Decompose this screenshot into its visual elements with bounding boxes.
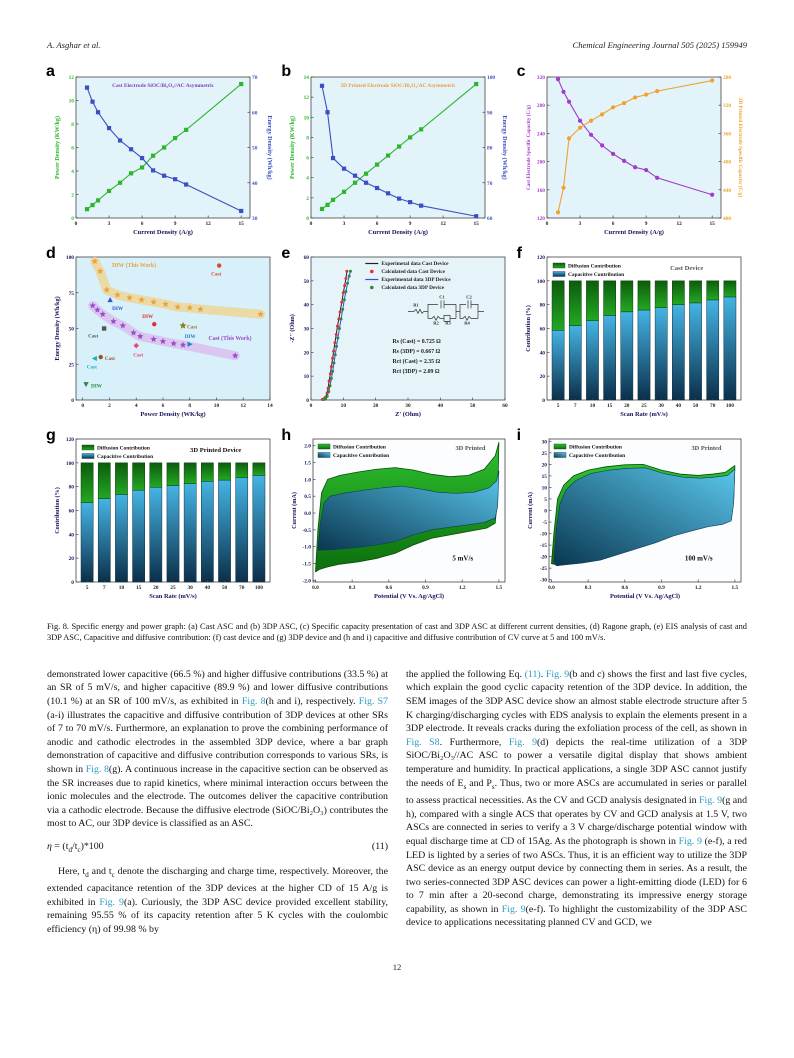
svg-text:4: 4 bbox=[134, 403, 138, 409]
text-run: )*100 bbox=[80, 840, 104, 852]
text-run: /t bbox=[71, 840, 78, 852]
svg-text:0: 0 bbox=[309, 403, 313, 409]
svg-text:1.5: 1.5 bbox=[304, 460, 312, 467]
svg-text:30: 30 bbox=[252, 216, 258, 222]
text-run: (h and i), respectively. bbox=[265, 696, 359, 707]
svg-text:0.0: 0.0 bbox=[304, 511, 312, 518]
svg-text:-2.0: -2.0 bbox=[302, 578, 312, 585]
svg-text:Calculated data Cast Device: Calculated data Cast Device bbox=[381, 269, 446, 275]
svg-text:Energy Density (Wh/kg): Energy Density (Wh/kg) bbox=[266, 115, 273, 180]
svg-text:50: 50 bbox=[692, 403, 698, 409]
svg-text:Contribution (%): Contribution (%) bbox=[524, 305, 532, 352]
svg-text:9: 9 bbox=[644, 221, 648, 227]
svg-text:0.3: 0.3 bbox=[349, 585, 356, 591]
svg-text:4: 4 bbox=[306, 175, 310, 182]
svg-text:Rct (Cast) = 2.35 Ω: Rct (Cast) = 2.35 Ω bbox=[392, 358, 441, 365]
svg-text:12: 12 bbox=[440, 221, 447, 227]
figure-reference-link[interactable]: Fig. 9 bbox=[699, 795, 723, 807]
figure-reference-link[interactable]: Fig. 9 bbox=[545, 668, 570, 680]
svg-text:6: 6 bbox=[376, 221, 379, 227]
svg-text:7: 7 bbox=[573, 403, 577, 409]
svg-text:30: 30 bbox=[541, 439, 547, 446]
svg-text:Experimental data 3DP Device: Experimental data 3DP Device bbox=[381, 277, 451, 283]
text-run: . Furthermore, bbox=[439, 736, 509, 748]
svg-text:DIW: DIW bbox=[112, 305, 124, 312]
svg-text:20: 20 bbox=[153, 585, 159, 591]
svg-text:70: 70 bbox=[709, 403, 716, 409]
svg-text:75: 75 bbox=[68, 290, 74, 297]
svg-text:40: 40 bbox=[252, 180, 258, 187]
svg-text:80: 80 bbox=[487, 145, 493, 152]
svg-text:100: 100 bbox=[254, 585, 263, 591]
svg-text:160: 160 bbox=[536, 187, 545, 194]
text-run: (a). Curiously, the 3DP ASC device provided excellent stability, remaining 95.55 % of its capacity retention after 5 K cycles with the coulombic efficiency (η) of 99.98 % by bbox=[47, 896, 388, 935]
svg-text:Cast: Cast bbox=[88, 333, 99, 340]
svg-text:3D Printed Electrode SiOC/Bi₂O: 3D Printed Electrode SiOC/Bi₂O₃/AC Asymmetric bbox=[340, 83, 456, 89]
svg-text:480: 480 bbox=[722, 216, 731, 222]
svg-text:30: 30 bbox=[303, 326, 310, 333]
svg-text:3: 3 bbox=[107, 221, 111, 227]
figure-reference-link[interactable]: Fig. 8 bbox=[241, 696, 266, 707]
panel-letter-a: a bbox=[46, 63, 55, 80]
svg-text:20: 20 bbox=[541, 462, 547, 469]
svg-text:15: 15 bbox=[135, 585, 142, 591]
svg-text:60: 60 bbox=[539, 326, 545, 333]
svg-text:0: 0 bbox=[71, 398, 74, 404]
svg-text:25: 25 bbox=[541, 450, 547, 457]
panel-letter-f: f bbox=[516, 245, 522, 262]
svg-text:120: 120 bbox=[65, 437, 74, 443]
svg-text:Current (mA): Current (mA) bbox=[526, 492, 534, 529]
svg-text:20: 20 bbox=[623, 403, 630, 409]
svg-text:3D Printed Device: 3D Printed Device bbox=[190, 447, 242, 454]
svg-text:DIW: DIW bbox=[91, 383, 102, 390]
paragraph bbox=[47, 668, 388, 831]
svg-text:3D Printed: 3D Printed bbox=[455, 445, 486, 452]
panel-e bbox=[279, 245, 514, 427]
panel-e-chart bbox=[283, 249, 513, 426]
svg-text:10: 10 bbox=[303, 374, 310, 381]
svg-text:3D Printed: 3D Printed bbox=[691, 445, 722, 452]
figure-reference-link[interactable]: Fig. 9 bbox=[99, 896, 124, 908]
svg-text:280: 280 bbox=[722, 75, 731, 81]
svg-text:2: 2 bbox=[108, 403, 111, 409]
svg-text:40: 40 bbox=[437, 403, 444, 409]
svg-text:2: 2 bbox=[71, 192, 74, 199]
svg-text:-5: -5 bbox=[542, 520, 547, 527]
panel-d-chart bbox=[48, 249, 278, 426]
svg-text:Diffusion Contribution: Diffusion Contribution bbox=[567, 263, 621, 270]
subscript: c bbox=[111, 870, 115, 879]
svg-text:0: 0 bbox=[306, 216, 310, 222]
svg-text:Capacitive Contribution: Capacitive Contribution bbox=[97, 454, 154, 460]
svg-text:-Z'' (Ohm): -Z'' (Ohm) bbox=[289, 314, 297, 343]
svg-text:10: 10 bbox=[541, 485, 547, 492]
svg-text:120: 120 bbox=[536, 255, 545, 261]
svg-text:400: 400 bbox=[722, 159, 731, 166]
text-run: (e-f), a red LED is lighted by a series of two ASCs. Thus, it is an efficient way to utilize the 3DP ASC device as an energy output device by connecting them in series. As a result, the two series-connected 3DP ASC devices can power a light-emitting diode (LED) for 6 to 7 min after a 20-second charge, demonstrating its impressive energy storage capability, as shown in bbox=[406, 835, 747, 915]
svg-text:Power Density (KW/kg): Power Density (KW/kg) bbox=[289, 115, 297, 180]
svg-text:Capacitive Contribution: Capacitive Contribution bbox=[568, 453, 625, 459]
svg-text:Rs (Cast) = 0.725 Ω: Rs (Cast) = 0.725 Ω bbox=[392, 338, 442, 345]
svg-text:Power Density (KW/kg): Power Density (KW/kg) bbox=[54, 115, 61, 180]
svg-text:R2: R2 bbox=[433, 320, 440, 326]
panel-letter-h: h bbox=[281, 427, 292, 444]
svg-text:320: 320 bbox=[722, 103, 731, 110]
svg-text:Energy Density (Wh/kg): Energy Density (Wh/kg) bbox=[54, 296, 61, 361]
svg-text:25: 25 bbox=[640, 403, 647, 409]
svg-text:Contribution (%): Contribution (%) bbox=[54, 487, 61, 534]
panel-letter-d: d bbox=[46, 245, 56, 262]
svg-text:C2: C2 bbox=[466, 294, 473, 300]
svg-text:9: 9 bbox=[173, 221, 177, 227]
panel-f-chart bbox=[519, 249, 749, 426]
subscript: s bbox=[463, 782, 467, 791]
svg-text:-1.5: -1.5 bbox=[302, 561, 312, 568]
svg-text:40: 40 bbox=[204, 585, 211, 591]
figure-reference-link[interactable]: Fig. 8 bbox=[85, 763, 109, 775]
panel-letter-c: c bbox=[516, 63, 526, 80]
svg-text:8: 8 bbox=[71, 122, 74, 128]
svg-text:50: 50 bbox=[221, 585, 228, 591]
svg-text:100: 100 bbox=[536, 278, 545, 285]
svg-text:7: 7 bbox=[102, 585, 106, 591]
text-run: (e-f). To highlight the customizability of the 3DP ASC device to applications necessitating planned CV and GCD, we bbox=[406, 903, 747, 929]
svg-text:8: 8 bbox=[306, 135, 310, 142]
svg-text:Potential (V Vs. Ag/AgCl): Potential (V Vs. Ag/AgCl) bbox=[609, 593, 680, 600]
svg-text:DIW: DIW bbox=[142, 314, 154, 321]
svg-text:Rct (3DP) = 2.09 Ω: Rct (3DP) = 2.09 Ω bbox=[392, 368, 440, 375]
svg-text:Power Density (WK/kg): Power Density (WK/kg) bbox=[140, 411, 206, 418]
svg-text:1.2: 1.2 bbox=[459, 585, 466, 591]
text-run: . Thus, two or more ASCs are accumulated in series or parallel to assess practical necessities. As the CV and GCD analysis designated in bbox=[406, 777, 748, 807]
svg-text:360: 360 bbox=[722, 131, 731, 138]
svg-text:DIW (This Work): DIW (This Work) bbox=[112, 263, 157, 270]
svg-text:9: 9 bbox=[409, 221, 412, 227]
text-run: (b and c) shows the first and last five cycles, which explain the good cyclic capacity retention of the 3DP device. In addition, the SEM images of the 3DP ASC device show an almost stable electrode structure after 5 K charging/discharging cycles with EDS analysis to explain the elements present in a 3DP electrode. It reveals cracks during the exfoliation process of the cell, as shown in bbox=[406, 668, 747, 735]
svg-text:50: 50 bbox=[68, 326, 74, 333]
svg-text:10: 10 bbox=[589, 403, 595, 409]
svg-text:10: 10 bbox=[213, 403, 220, 409]
svg-text:Energy Density (Wh/kg): Energy Density (Wh/kg) bbox=[501, 115, 509, 180]
svg-text:Cast Electrode Specific Capaci: Cast Electrode Specific Capacity (C/g) bbox=[525, 105, 532, 190]
svg-text:Scan Rate (mV/s): Scan Rate (mV/s) bbox=[619, 411, 668, 418]
page-number: 12 bbox=[392, 962, 402, 973]
svg-text:Diffusion Contribution: Diffusion Contribution bbox=[97, 445, 150, 452]
panel-letter-i: i bbox=[516, 427, 522, 444]
subscript: c bbox=[77, 845, 81, 854]
svg-text:0.6: 0.6 bbox=[385, 585, 393, 591]
subscript: d bbox=[68, 845, 72, 854]
svg-text:30: 30 bbox=[658, 403, 664, 409]
svg-text:Cast: Cast bbox=[187, 324, 198, 331]
svg-text:80: 80 bbox=[539, 302, 545, 309]
svg-text:0: 0 bbox=[71, 580, 74, 586]
panel-i bbox=[515, 427, 750, 609]
svg-text:R4: R4 bbox=[464, 320, 471, 326]
text-run: . bbox=[540, 668, 546, 680]
svg-text:25: 25 bbox=[68, 362, 74, 369]
svg-text:3: 3 bbox=[578, 221, 582, 227]
svg-text:0: 0 bbox=[74, 221, 78, 227]
equation bbox=[47, 840, 388, 858]
svg-text:0.5: 0.5 bbox=[304, 494, 312, 501]
svg-text:15: 15 bbox=[709, 221, 715, 227]
svg-text:20: 20 bbox=[539, 374, 545, 381]
panel-g bbox=[44, 427, 279, 609]
svg-text:Cast Device: Cast Device bbox=[669, 265, 703, 272]
svg-text:DIW: DIW bbox=[184, 334, 196, 341]
svg-text:80: 80 bbox=[68, 484, 74, 491]
svg-text:3D Printed Electrode Specific: 3D Printed Electrode Specific Capacity (C/g) bbox=[736, 97, 743, 198]
svg-text:15: 15 bbox=[238, 221, 244, 227]
svg-text:12: 12 bbox=[68, 75, 74, 81]
italic-symbol: η bbox=[47, 840, 52, 852]
svg-text:40: 40 bbox=[68, 532, 74, 539]
svg-text:1.5: 1.5 bbox=[731, 585, 738, 591]
svg-text:20: 20 bbox=[373, 403, 379, 409]
svg-text:Current Density (A/g): Current Density (A/g) bbox=[133, 229, 193, 236]
svg-text:Cast: Cast bbox=[133, 352, 144, 359]
svg-text:3: 3 bbox=[343, 221, 346, 227]
svg-text:20: 20 bbox=[68, 556, 74, 563]
svg-text:120: 120 bbox=[536, 216, 545, 222]
svg-text:100: 100 bbox=[487, 75, 496, 81]
svg-text:6: 6 bbox=[161, 403, 165, 409]
svg-text:Diffusion Contribution: Diffusion Contribution bbox=[568, 444, 622, 451]
svg-text:0.9: 0.9 bbox=[422, 585, 430, 591]
svg-text:-10: -10 bbox=[539, 531, 547, 538]
panel-i-chart bbox=[519, 431, 749, 608]
svg-text:0: 0 bbox=[543, 508, 547, 515]
svg-text:6: 6 bbox=[611, 221, 615, 227]
journal-citation: Chemical Engineering Journal 505 (2025) 159949 bbox=[572, 40, 747, 50]
svg-text:Potential (V Vs. Ag/AgCl): Potential (V Vs. Ag/AgCl) bbox=[374, 593, 445, 600]
svg-text:14: 14 bbox=[303, 75, 310, 81]
text-run: denote the discharging and charge time, respectively. Moreover, the extended capacitance retention of the 3DP devices at the higher CD of 15 A/g is exhibited in bbox=[47, 865, 388, 908]
running-author: A. Asghar et al. bbox=[47, 40, 101, 50]
svg-text:Capacitive Contribution: Capacitive Contribution bbox=[567, 272, 624, 278]
panel-a-chart bbox=[48, 67, 278, 244]
figure-reference-link[interactable]: Fig. 9 bbox=[501, 903, 526, 915]
svg-text:12: 12 bbox=[676, 221, 682, 227]
svg-text:-0.5: -0.5 bbox=[302, 527, 312, 534]
svg-text:60: 60 bbox=[252, 110, 258, 117]
svg-text:60: 60 bbox=[68, 508, 74, 515]
svg-text:0: 0 bbox=[81, 403, 85, 409]
figure-reference-link[interactable]: Fig. S8 bbox=[406, 736, 440, 748]
svg-text:6: 6 bbox=[306, 155, 310, 162]
svg-text:60: 60 bbox=[502, 403, 509, 409]
equation-body bbox=[47, 840, 104, 858]
svg-text:100: 100 bbox=[65, 460, 74, 467]
svg-text:100: 100 bbox=[65, 255, 74, 261]
svg-text:15: 15 bbox=[606, 403, 612, 409]
subscript: s bbox=[491, 782, 495, 791]
svg-text:-15: -15 bbox=[539, 543, 547, 550]
subscript: d bbox=[85, 870, 89, 879]
svg-text:20: 20 bbox=[303, 350, 310, 357]
panel-letter-e: e bbox=[281, 245, 291, 262]
svg-text:5: 5 bbox=[85, 585, 89, 591]
figure-reference-link[interactable]: (11) bbox=[524, 668, 541, 680]
panel-b bbox=[279, 63, 514, 245]
svg-text:-1.0: -1.0 bbox=[302, 544, 312, 551]
panel-f bbox=[515, 245, 750, 427]
svg-text:8: 8 bbox=[188, 403, 192, 409]
svg-text:Cast: Cast bbox=[104, 356, 115, 363]
svg-text:0.0: 0.0 bbox=[312, 585, 320, 591]
svg-text:70: 70 bbox=[487, 180, 493, 187]
svg-text:5: 5 bbox=[556, 403, 560, 409]
svg-text:0.3: 0.3 bbox=[584, 585, 592, 591]
page-header bbox=[0, 0, 794, 50]
svg-text:10: 10 bbox=[340, 403, 347, 409]
svg-text:-30: -30 bbox=[539, 577, 547, 584]
svg-text:Z' (Ohm): Z' (Ohm) bbox=[395, 411, 422, 418]
figure-reference-link[interactable]: Fig. 9 bbox=[678, 835, 702, 847]
svg-text:12: 12 bbox=[303, 95, 310, 102]
svg-text:0: 0 bbox=[71, 216, 74, 222]
svg-text:0.0: 0.0 bbox=[547, 585, 555, 591]
text-run: and P bbox=[466, 777, 492, 789]
svg-text:14: 14 bbox=[267, 403, 273, 409]
svg-text:50: 50 bbox=[470, 403, 476, 409]
svg-text:100: 100 bbox=[725, 403, 734, 409]
paragraph bbox=[406, 668, 747, 930]
svg-text:-25: -25 bbox=[539, 566, 547, 573]
svg-text:0: 0 bbox=[545, 221, 549, 227]
svg-text:Current Density (A/g): Current Density (A/g) bbox=[603, 229, 664, 236]
panel-c bbox=[515, 63, 750, 245]
text-run: Here, t bbox=[58, 865, 86, 877]
svg-text:Scan Rate (mV/s): Scan Rate (mV/s) bbox=[149, 593, 197, 600]
svg-text:2.0: 2.0 bbox=[304, 443, 312, 450]
svg-text:60: 60 bbox=[303, 255, 310, 261]
panel-h-chart bbox=[283, 431, 513, 608]
figure-reference-link[interactable]: Fig. 9 bbox=[508, 736, 538, 748]
svg-text:50: 50 bbox=[303, 278, 310, 285]
paragraph bbox=[47, 865, 388, 937]
text-run: (g). A continuous increase in the capacitive section can be observed as the SR increases due to rapid kinetics, where minimal interaction occurs between the ionic molecules and the electrode. The outcomes deliver the capacitive contribution via a cathodic electrode. Because the diffusive electrode (SiOC/Bi₂O₃) contributes the most to AC, our 3DP device is classified as an ASC. bbox=[47, 763, 388, 830]
svg-text:30: 30 bbox=[405, 403, 412, 409]
svg-text:40: 40 bbox=[539, 350, 545, 357]
text-run: (a-i) illustrates the capacitive and diffusive contribution of 3DP devices at other SRs of 7 to 70 mV/s. Furthermore, an explanation to prove the combining performance of anodic and cathodic electrodes in the assembled 3DP device, where a bar graph demonstration of capacitive and diffusive contribution corresponds to various SRs, is shown in bbox=[47, 709, 388, 775]
svg-text:Cast (This Work): Cast (This Work) bbox=[208, 335, 252, 342]
svg-text:10: 10 bbox=[303, 115, 310, 122]
svg-text:12: 12 bbox=[205, 221, 211, 227]
svg-text:Experimetal data Cast Device: Experimetal data Cast Device bbox=[381, 261, 449, 267]
svg-text:60: 60 bbox=[487, 216, 493, 222]
body-text bbox=[47, 668, 747, 937]
svg-text:40: 40 bbox=[303, 302, 310, 309]
panel-d bbox=[44, 245, 279, 427]
svg-text:50: 50 bbox=[252, 145, 258, 152]
svg-text:Rs (3DP) = 0.667 Ω: Rs (3DP) = 0.667 Ω bbox=[392, 348, 441, 355]
svg-text:2: 2 bbox=[306, 195, 310, 202]
text-run: (d) depicts the real-time utilization of a 3DP SiOC/Bi₂O₃//AC ASC to power a versatile digital display that shows ambient temperature and humidity. In practical applications, a single 3DP ASC cannot justify the needs of E bbox=[406, 736, 747, 789]
text-run: = (t bbox=[51, 840, 69, 852]
svg-text:6: 6 bbox=[71, 145, 74, 152]
svg-text:15: 15 bbox=[473, 221, 480, 227]
panel-a bbox=[44, 63, 279, 245]
svg-text:40: 40 bbox=[675, 403, 681, 409]
svg-text:5 mV/s: 5 mV/s bbox=[452, 554, 474, 563]
svg-text:1.5: 1.5 bbox=[495, 585, 503, 591]
figure-caption: Fig. 8. Specific energy and power graph: (a) Cast ASC and (b) 3DP ASC, (c) Specific capacity presentation of cast and 3DP ASC at different current densities, (d) Ragone graph, (e) EIS analysis of cast and 3DP ASC, Capacitive and diffusive contribution: (f) cast device and (g) 3DP device and (h and i) capacitive and diffusive contribution of CV curve at 5 and 100 mV/s. bbox=[47, 622, 747, 643]
svg-text:0: 0 bbox=[306, 398, 310, 404]
svg-text:25: 25 bbox=[170, 585, 176, 591]
svg-text:90: 90 bbox=[487, 110, 493, 117]
text-run: (g and h), compared with a single ACS that operates by CV and GCD analysis at 1.5 V, two ASCs are connected in series to verify a 3 V charge/discharge potential window with equal discharge time at CD of 15Ag. As the photograph is shown in bbox=[406, 795, 748, 847]
svg-text:15: 15 bbox=[541, 473, 547, 480]
text-run: demonstrated lower capacitive (66.5 %) and higher diffusive contributions (33.5 %) at an SR of 5 mV/s, and higher capacitive (89.9 %) and lower diffusive contributions (10.1 %) at an SR of 100 mV/s, as exhibited in bbox=[47, 668, 388, 707]
panel-c-chart bbox=[519, 67, 749, 244]
svg-text:440: 440 bbox=[722, 187, 731, 194]
svg-text:100 mV/s: 100 mV/s bbox=[684, 554, 713, 563]
svg-text:320: 320 bbox=[536, 75, 545, 81]
svg-text:240: 240 bbox=[536, 131, 545, 138]
svg-text:C1: C1 bbox=[439, 294, 446, 300]
svg-text:10: 10 bbox=[118, 585, 125, 591]
svg-text:1.0: 1.0 bbox=[304, 477, 312, 484]
svg-text:Cast: Cast bbox=[86, 364, 97, 371]
svg-text:10: 10 bbox=[68, 98, 74, 105]
panel-letter-g: g bbox=[46, 427, 56, 444]
text-column-left bbox=[47, 668, 388, 937]
svg-text:Current (mA): Current (mA) bbox=[291, 492, 299, 529]
equation-number: (11) bbox=[371, 840, 388, 852]
svg-text:1.2: 1.2 bbox=[694, 585, 702, 591]
text-run: and t bbox=[88, 865, 112, 877]
panel-b-chart bbox=[283, 67, 513, 244]
svg-text:200: 200 bbox=[536, 159, 545, 166]
svg-text:70: 70 bbox=[239, 585, 245, 591]
panel-h bbox=[279, 427, 514, 609]
svg-text:-20: -20 bbox=[539, 554, 547, 561]
text-run: the applied the following Eq. bbox=[406, 668, 525, 680]
svg-text:R1: R1 bbox=[413, 302, 420, 308]
figure-reference-link[interactable]: Fig. S7 bbox=[358, 696, 388, 707]
svg-text:0: 0 bbox=[309, 221, 313, 227]
svg-text:12: 12 bbox=[240, 403, 246, 409]
svg-text:5: 5 bbox=[543, 496, 547, 503]
svg-text:R3: R3 bbox=[445, 320, 452, 326]
svg-text:30: 30 bbox=[187, 585, 193, 591]
figure-8 bbox=[44, 63, 750, 609]
panel-letter-b: b bbox=[281, 63, 292, 80]
svg-text:Diffusion Contribution: Diffusion Contribution bbox=[333, 444, 387, 451]
svg-text:Calculated data 3DP Device: Calculated data 3DP Device bbox=[381, 285, 445, 291]
svg-text:4: 4 bbox=[71, 169, 74, 175]
svg-text:280: 280 bbox=[536, 103, 545, 110]
svg-text:0: 0 bbox=[541, 398, 545, 404]
svg-text:Cast Electrode SiOC/Bi₂O₃//AC: Cast Electrode SiOC/Bi₂O₃//AC Asymmetric bbox=[112, 83, 214, 89]
svg-text:6: 6 bbox=[140, 221, 144, 227]
svg-text:0.9: 0.9 bbox=[657, 585, 665, 591]
svg-text:Capacitive Contribution: Capacitive Contribution bbox=[333, 453, 390, 459]
panel-g-chart bbox=[48, 431, 278, 608]
svg-text:Cast: Cast bbox=[211, 271, 222, 278]
text-column-right bbox=[406, 668, 747, 937]
svg-text:70: 70 bbox=[252, 75, 258, 81]
svg-text:Current Density (A/g): Current Density (A/g) bbox=[368, 229, 429, 236]
svg-text:0.6: 0.6 bbox=[621, 585, 628, 591]
